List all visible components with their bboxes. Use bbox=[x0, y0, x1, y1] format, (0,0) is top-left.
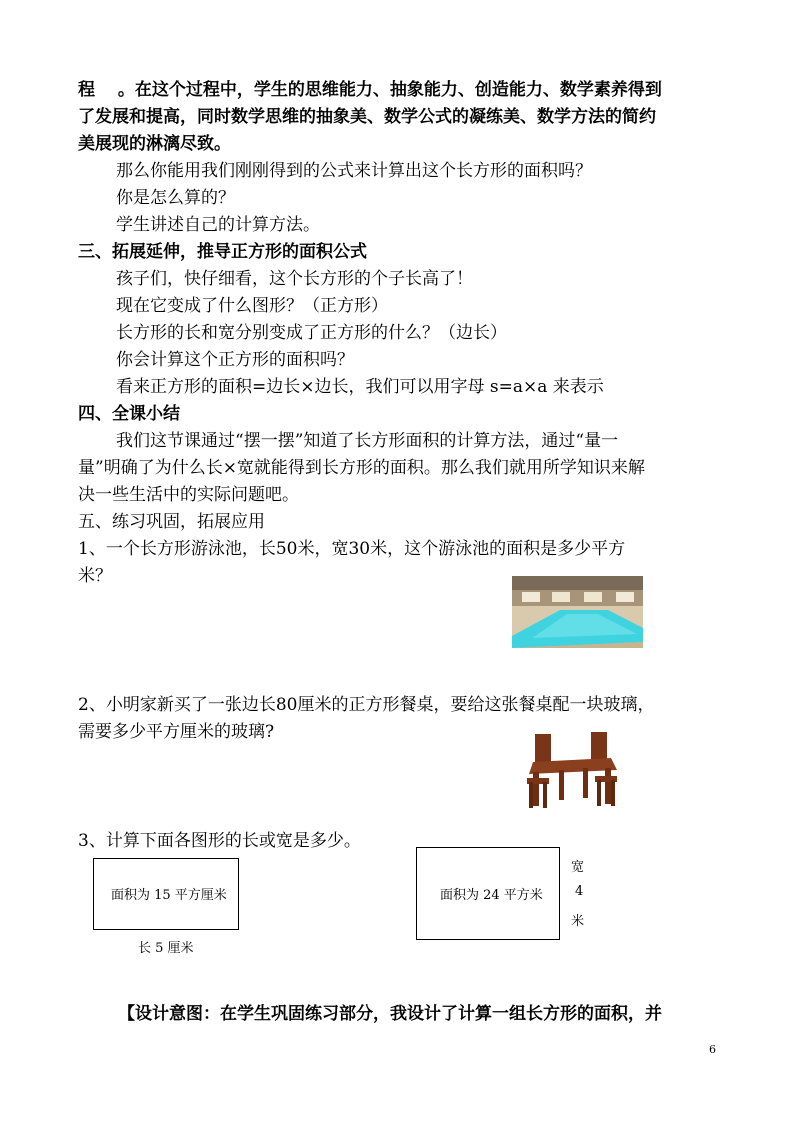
exercise-3: 3、计算下面各图形的长或宽是多少。 bbox=[78, 831, 361, 851]
paragraph-line: 你是怎么算的？ bbox=[116, 188, 235, 208]
paragraph-line: 了发展和提高，同时数学思维的抽象美、数学公式的凝练美、数学方法的简约 bbox=[78, 107, 656, 127]
section-heading: 五、练习巩固，拓展应用 bbox=[78, 512, 265, 532]
exercise-1: 1、一个长方形游泳池，长50米，宽30米，这个游泳池的面积是多少平方 bbox=[78, 539, 626, 559]
length-label: 长 5 厘米 bbox=[138, 941, 194, 956]
width-label-char: 米 bbox=[571, 914, 585, 929]
paragraph-line: 那么你能用我们刚刚得到的公式来计算出这个长方形的面积吗？ bbox=[116, 161, 592, 181]
paragraph-line: 量”明确了为什么长×宽就能得到长方形的面积。那么我们就用所学知识来解 bbox=[78, 458, 645, 478]
paragraph-line: 学生讲述自己的计算方法。 bbox=[116, 215, 320, 235]
exercise-2: 2、小明家新买了一张边长80厘米的正方形餐桌，要给这张餐桌配一块玻璃， bbox=[78, 695, 655, 715]
paragraph-line: 看来正方形的面积=边长×边长，我们可以用字母 s=a×a 来表示 bbox=[116, 377, 604, 397]
paragraph-line: 长方形的长和宽分别变成了正方形的什么？（边长） bbox=[116, 323, 507, 343]
design-intent-line: 【设计意图：在学生巩固练习部分，我设计了计算一组长方形的面积，并 bbox=[118, 1004, 662, 1024]
paragraph-line: 美展现的淋漓尽致。 bbox=[78, 134, 231, 154]
swimming-pool-image bbox=[512, 576, 643, 648]
page-number: 6 bbox=[709, 1043, 716, 1056]
paragraph-line: 程 。在这个过程中，学生的思维能力、抽象能力、创造能力、数学素养得到 bbox=[78, 80, 662, 100]
paragraph-line: 你会计算这个正方形的面积吗？ bbox=[116, 350, 354, 370]
paragraph-line: 我们这节课通过“摆一摆”知道了长方形面积的计算方法，通过“量一 bbox=[116, 431, 619, 451]
width-label-char: 4 bbox=[575, 884, 584, 899]
dining-table-image bbox=[525, 726, 619, 812]
width-label-char: 宽 bbox=[571, 860, 585, 875]
paragraph-line: 孩子们，快仔细看，这个长方形的个子长高了！ bbox=[116, 269, 473, 289]
section-heading: 四、全课小结 bbox=[78, 404, 180, 424]
exercise-1: 米？ bbox=[78, 566, 112, 586]
area-label-1: 面积为 15 平方厘米 bbox=[111, 888, 227, 903]
area-label-2: 面积为 24 平方米 bbox=[440, 888, 543, 903]
section-heading: 三、拓展延伸，推导正方形的面积公式 bbox=[78, 242, 367, 262]
exercise-2: 需要多少平方厘米的玻璃? bbox=[78, 722, 275, 742]
paragraph-line: 决一些生活中的实际问题吧。 bbox=[78, 485, 299, 505]
paragraph-line: 现在它变成了什么图形？（正方形） bbox=[116, 296, 388, 316]
